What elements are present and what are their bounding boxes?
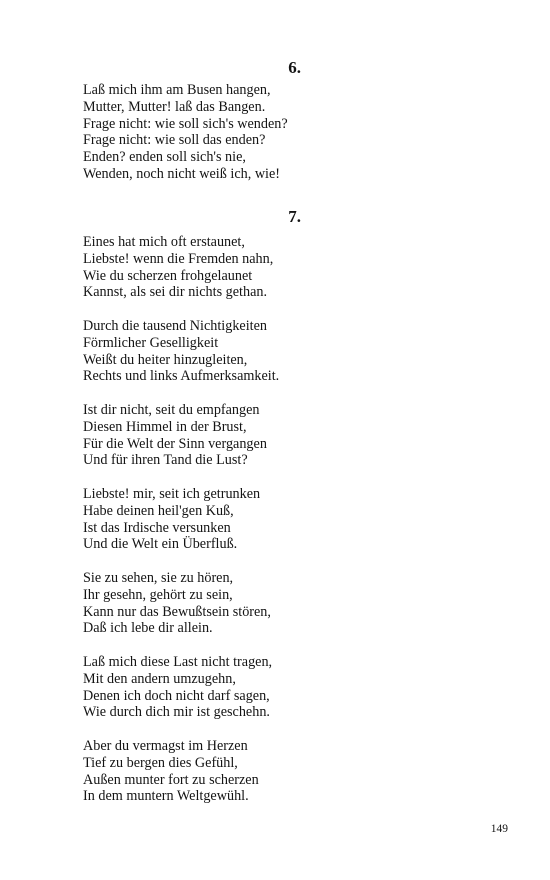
verse-line: Laß mich ihm am Busen hangen,: [83, 82, 271, 98]
verse-line: Liebste! mir, seit ich getrunken: [83, 486, 261, 502]
verse-line: Laß mich diese Last nicht tragen,: [83, 654, 273, 670]
verse-line: Habe deinen heil'gen Kuß,: [83, 502, 234, 519]
stanza: [83, 738, 503, 805]
verse-line: Enden? enden soll sich's nie,: [83, 149, 246, 166]
verse-line: Daß ich lebe dir allein.: [83, 620, 213, 637]
verse-line: Ist das Irdische versunken: [83, 519, 231, 536]
verse-line: Ist dir nicht, seit du empfangen: [83, 402, 260, 418]
verse-line: Sie zu sehen, sie zu hören,: [83, 570, 234, 586]
stanza: [83, 82, 503, 183]
verse-line: Aber du vermagst im Herzen: [83, 738, 248, 754]
verse-line: Wie durch dich mir ist geschehn.: [83, 704, 270, 721]
verse-line: Eines hat mich oft erstaunet,: [83, 234, 245, 250]
verse-line: Förmlicher Geselligkeit: [83, 334, 219, 351]
verse-line: Mit den andern umzugehn,: [83, 670, 236, 687]
stanza: [83, 318, 503, 385]
verse-line: Und für ihren Tand die Lust?: [83, 452, 248, 469]
verse-line: Außen munter fort zu scherzen: [83, 771, 259, 788]
verse-line: Kann nur das Bewußtsein stören,: [83, 603, 271, 620]
stanza: [83, 486, 503, 553]
verse-line: Rechts und links Aufmerksamkeit.: [83, 368, 280, 385]
verse-line: Frage nicht: wie soll das enden?: [83, 132, 266, 149]
verse-line: Kannst, als sei dir nichts gethan.: [83, 284, 268, 301]
verse-line: Liebste! wenn die Fremden nahn,: [83, 250, 274, 267]
verse-line: Und die Welt ein Überfluß.: [83, 536, 238, 553]
verse-line: Wie du scherzen frohgelaunet: [83, 267, 253, 284]
verse-line: Tief zu bergen dies Gefühl,: [83, 754, 238, 771]
verse-line: Denen ich doch nicht darf sagen,: [83, 687, 270, 704]
verse-line: Durch die tausend Nichtigkeiten: [83, 318, 267, 334]
verse-line: Diesen Himmel in der Brust,: [83, 418, 247, 435]
verse-line: Wenden, noch nicht weiß ich, wie!: [83, 165, 281, 182]
verse-line: Für die Welt der Sinn vergangen: [83, 435, 267, 452]
verse-line: Ihr gesehn, gehört zu sein,: [83, 586, 233, 603]
page-number: 149: [490, 823, 508, 835]
stanza: [83, 402, 503, 469]
poem-number: 6.: [288, 58, 301, 77]
verse-line: Mutter, Mutter! laß das Bangen.: [83, 98, 266, 115]
stanza: [83, 654, 503, 721]
verse-line: Weißt du heiter hinzugleiten,: [83, 351, 248, 368]
verse-line: In dem muntern Weltgewühl.: [83, 788, 249, 805]
verse-line: Frage nicht: wie soll sich's wenden?: [83, 115, 288, 132]
stanza: [83, 570, 503, 637]
poem-number: 7.: [288, 207, 301, 226]
stanza: [83, 234, 503, 301]
